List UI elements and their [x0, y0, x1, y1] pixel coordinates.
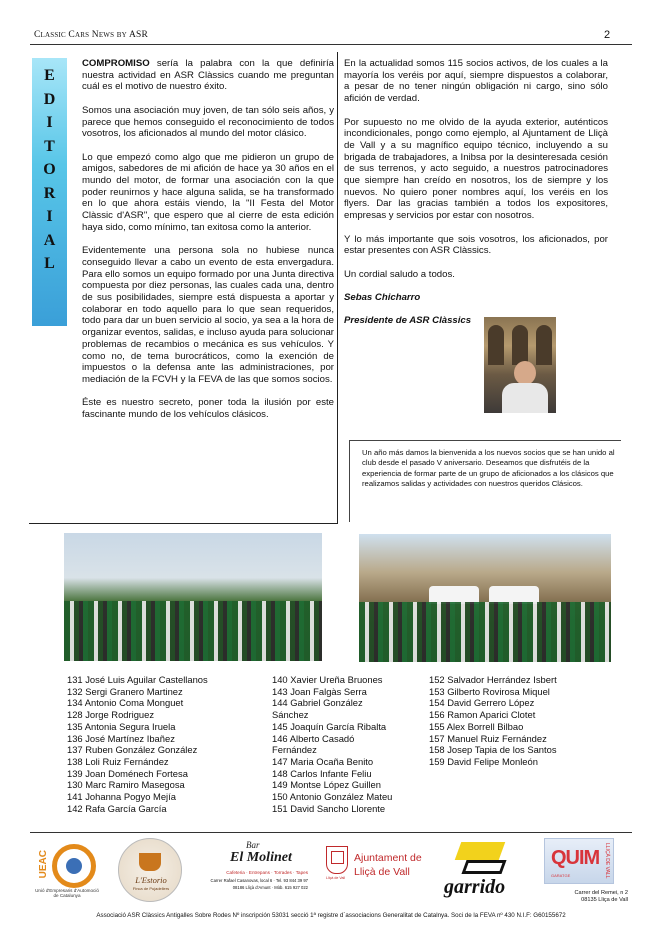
member-entry: 139 Joan Doménech Fortesa [67, 767, 188, 779]
coffee-cup-icon [139, 853, 161, 871]
member-entry: Sánchez [272, 709, 309, 721]
editorial-letter: I [46, 208, 53, 225]
member-entry: 157 Manuel Ruiz Fernández [429, 732, 547, 744]
garrido-mark-outline [461, 860, 506, 874]
member-entry: 153 Gilberto Rovirosa Miquel [429, 685, 550, 697]
editorial-letter: D [43, 90, 56, 108]
member-entry: 136 José Martínez Ibañez [67, 732, 175, 744]
member-entry: 147 Maria Ocaña Benito [272, 755, 374, 767]
welcome-text: Un año más damos la bienvenida a los nuevos socios que se han unido al club desde el pasado V aniversario. Deseamos que disfrutéis de la experiencia de formar parte de un grupo de aficionados a los clásicos que realizamos salidas y actividades con nuestros queridos Clásicos. [362, 448, 615, 489]
editorial-column-2 [344, 58, 608, 339]
member-list-column-2 [272, 674, 422, 814]
president-photo [484, 317, 556, 413]
editorial-paragraph: En la actualidad somos 115 socios activos, de los cuales a la mayoría los veréis por aquí, siempre dispuestos a colaborar, a pesar de no tener ningún obligación ni cargo, sino sólo afición de verdad. [344, 58, 608, 105]
member-entry: 140 Xavier Ureña Bruones [272, 674, 383, 685]
bar-city: 08186 Lliçà d'Amunt · Mòb. 615 927 022 [232, 885, 308, 890]
member-entry: 141 Johanna Pogyo Mejía [67, 791, 176, 803]
ajuntament-small-text: Lliçà de Vall [326, 876, 346, 880]
editorial-column-1 [82, 58, 334, 432]
member-entry: 156 Ramon Aparici Clotet [429, 709, 536, 721]
quim-address [554, 890, 628, 904]
footer-divider [30, 832, 632, 833]
bar-name: El Molinet [230, 850, 292, 865]
editorial-paragraph: Éste es nuestro secreto, poner toda la ilusión por este fascinante mundo de los vehículos clásicos. [82, 397, 334, 421]
garrido-logo [438, 838, 526, 900]
member-entry: 130 Marc Ramiro Masegosa [67, 779, 185, 791]
editorial-letter: T [44, 137, 55, 155]
signature-name: Sebas Chicharro [344, 292, 421, 303]
member-entry: 151 David Sancho Llorente [272, 802, 386, 814]
member-entry: 128 Jorge Rodriguez [67, 709, 155, 721]
member-entry: 154 David Gerrero López [429, 697, 535, 709]
editorial-letter: L [44, 255, 55, 272]
editorial-paragraph: Lo que empezó como algo que me pidieron un grupo de amigos, sabedores de mi afición de hace ya 30 años en el mundo del motor, de formar una asociación con la que poder reunirnos y hace alguna salida, se ha transformado en lo que ahora estáis viendo, la "II Festa del Motor Clàssic d'ASR", que espero que al cierre de esta edición haya sido, como mínimo, tan exitosa como la anterior. [82, 151, 334, 233]
member-entry: 150 Antonio González Mateu [272, 791, 393, 803]
ueac-logo-text: UEAC [38, 850, 49, 879]
coffee-shop-subtitle: Finca de Pujadellers [132, 886, 170, 891]
editorial-vertical-title [32, 68, 67, 272]
editorial-paragraph: Evidentemente una persona sola no hubiese nunca conseguido llevar a cabo un evento de esta envergadura. Para ello somos un equipo formado por una Junta directiva compuesta por diez personas, las cuales cada una, dentro de sus posibilidades, siempre está dispuesta a aportar y colaborar en todo aquello para lo que sean requeridos, todo para dar un buen servicio al socio, ya sea a la hora de organizar eventos, salidas, e incluso ayuda para solucionar problemas de recambios o mecánica es sus vehículos. Y como no, de tema burocráticos, como la exención de impuestos o la defensa ante las administraciones, por mediación de la FCVH y la FEVA de las que somos socios. [82, 245, 334, 385]
member-entry: 146 Alberto Casadó [272, 732, 355, 744]
ajuntament-llica-logo [326, 844, 426, 888]
member-entry: 145 Joaquín García Ribalta [272, 720, 387, 732]
quim-address-line: Carrer del Remei, n 2 [574, 890, 628, 896]
member-entry: 152 Salvador Herrández Isbert [429, 674, 557, 685]
editorial-letter: R [43, 184, 56, 202]
quim-side-text: LLIÇÀ DE VALL [604, 843, 610, 879]
member-entry: 143 Joan Falgàs Serra [272, 685, 367, 697]
member-entry: 138 Loli Ruiz Fernández [67, 755, 169, 767]
editorial-lead-word: COMPROMISO [82, 58, 150, 69]
coffee-shop-name: L'Estorio [135, 875, 167, 885]
editorial-letter: A [43, 231, 56, 249]
group-photo-right [359, 534, 611, 662]
member-entry: 155 Alex Borrell Bilbao [429, 720, 524, 732]
bar-script-label: Bar [246, 840, 260, 850]
quim-wordmark: QUIM [551, 847, 600, 869]
gear-icon [52, 844, 96, 888]
member-entry: 158 Josep Tapia de los Santos [429, 744, 557, 756]
editorial-paragraph: Somos una asociación muy joven, de tan sólo seis años, y parece que hemos conseguido el reconocimiento de todos vosotros, los aficionados al mundo del motor clásico. [82, 104, 334, 140]
editorial-letter: I [46, 114, 53, 131]
header-divider [30, 44, 632, 45]
editorial-letter: O [43, 161, 56, 178]
bar-address: Carrer Rafael Casanovas, local 6 · Tel. 93 844 39 97 [210, 878, 308, 883]
group-photo-left [64, 533, 322, 661]
footer-registration-text: Associació ASR Clàssics Antigalles Sobre Rodes Nº inscripción 53031 secció 1ª registre d´associacions Generalitat de Catalnya. Soci de la FEVA nº 430 N.I.F: G60155672 [96, 912, 566, 919]
coat-of-arms-icon [326, 846, 348, 874]
ajuntament-name-line-1: Ajuntament de [354, 852, 422, 864]
member-entry: 137 Ruben González González [67, 744, 198, 756]
editorial-paragraph: Y lo más importante que sois vosotros, los aficionados, por estar presentes con ASR Clàssics. [344, 233, 608, 257]
member-list-column-1 [67, 674, 267, 814]
quim-address-line: 08135 Lliça de Vall [581, 897, 628, 903]
page-number: 2 [604, 29, 611, 41]
member-entry: 159 David Felipe Monleón [429, 755, 538, 767]
editorial-closing: Un cordial saludo a todos. [344, 268, 455, 280]
ueac-logo [32, 838, 102, 900]
bar-el-molinet-logo [202, 840, 308, 898]
member-entry: 149 Montse López Guillen [272, 779, 381, 791]
member-entry: 132 Sergi Granero Martinez [67, 685, 183, 697]
quim-band-text: GARATGE [551, 873, 571, 878]
member-entry: 134 Antonio Coma Monguet [67, 697, 184, 709]
coffee-shop-logo [118, 838, 182, 902]
editorial-paragraph: Por supuesto no me olvido de la ayuda exterior, auténticos incondicionales, pongo como ejemplo, al Ajuntament de Lliçà de Vall y a su magnífico equipo técnico, incluyendo a su brigada de trabajadores, a Inibsa por la desinteresada cesión de sus terrenos, y acto seguido, a nuestros patrocinadores que siempre han creído en nosotros, los de siempre y los nuevos. No quiero poner nombres aquí, los veréis en los flyers. Dar las gracias también a todos los expositores, empresas y servicios por estar con nosotros. [344, 116, 608, 222]
quim-garatge-logo [544, 838, 614, 884]
member-entry: 148 Carlos Infante Feliu [272, 767, 372, 779]
garrido-wordmark: garrido [444, 876, 506, 898]
member-entry: Fernández [272, 744, 317, 756]
ajuntament-name-line-2: Lliçà de Vall [354, 866, 410, 878]
garrido-mark-icon [455, 842, 506, 860]
member-entry: 131 José Luis Aguilar Castellanos [67, 674, 208, 685]
bar-services: Cafeteria · Entrepans · Torrades · Tapes [226, 870, 308, 875]
ueac-logo-subtitle: Unió d'Empresaris d'Automoció de Catalunya [35, 888, 99, 898]
signature-title: Presidente de ASR Clàssics [344, 315, 472, 327]
editorial-paragraph [82, 58, 334, 93]
member-list-column-3 [429, 674, 619, 768]
member-entry: 135 Antonia Segura Iruela [67, 720, 176, 732]
editorial-letter: E [44, 67, 55, 84]
editorial-paragraph-text: sería la palabra con la que definiría nuestra actividad en ASR Clàssics cuando me preguntan cuál es el motivo de nuestro éxito. [82, 58, 334, 93]
member-entry: 142 Rafa García García [67, 802, 167, 814]
member-entry: 144 Gabriel González [272, 697, 363, 709]
newsletter-title: Classic Cars News by ASR [34, 30, 149, 40]
